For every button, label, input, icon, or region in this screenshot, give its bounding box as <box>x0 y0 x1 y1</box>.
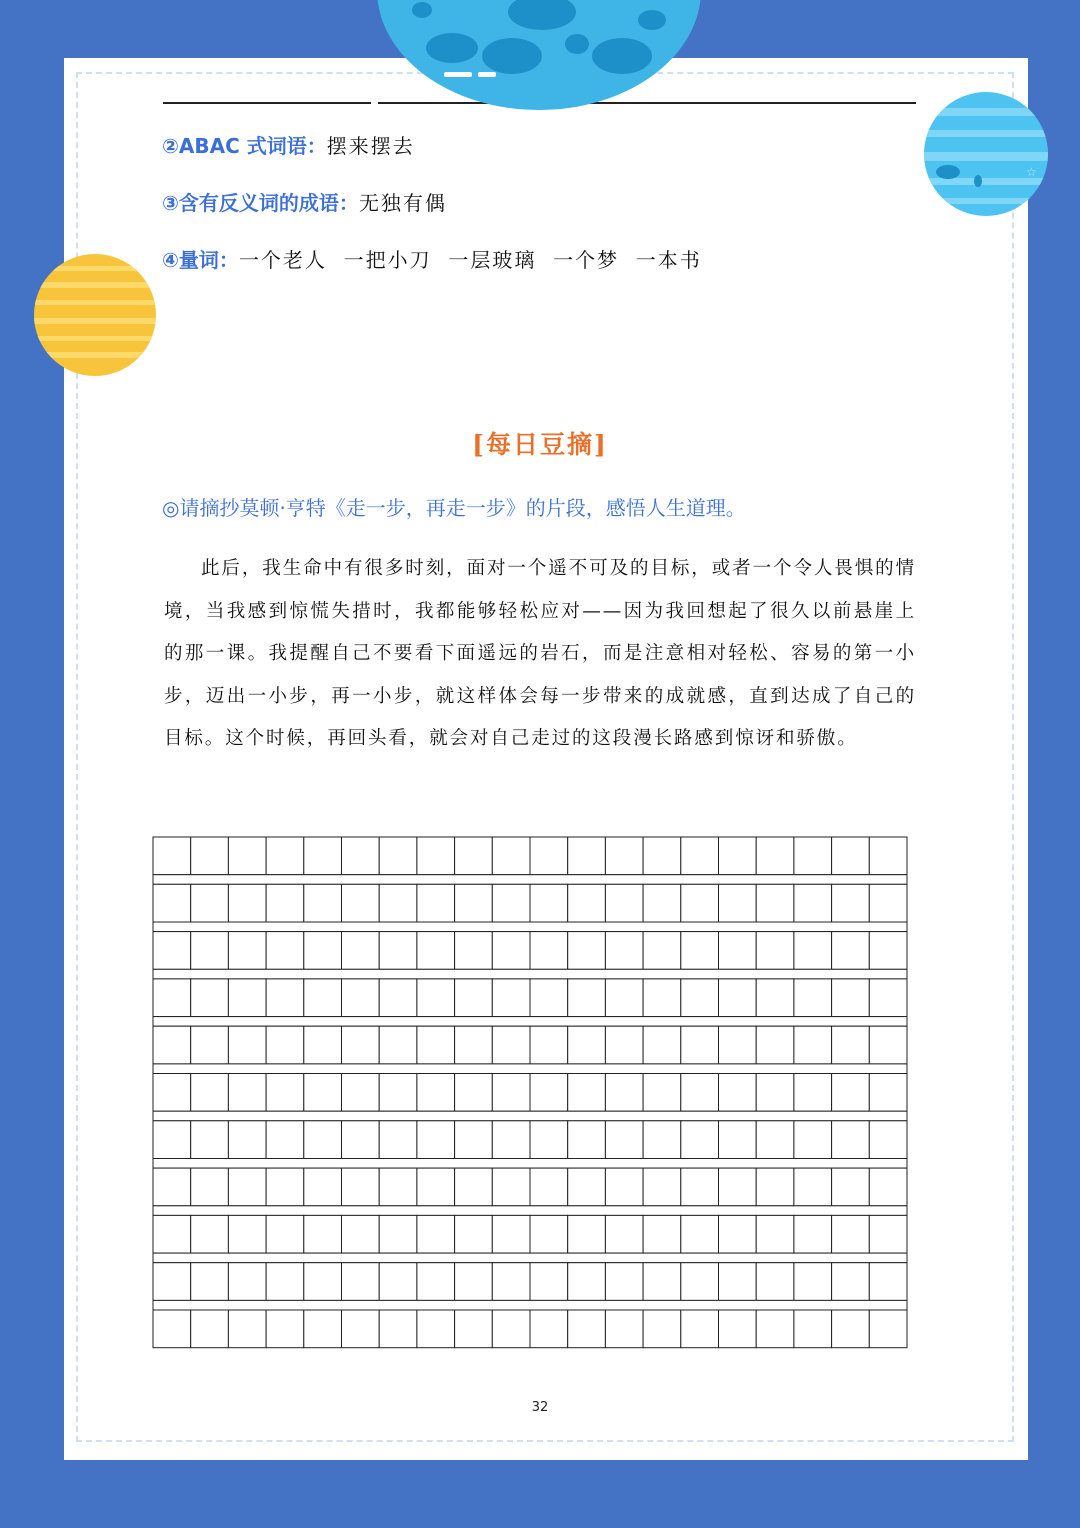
grid-cell[interactable] <box>228 884 266 922</box>
grid-cell[interactable] <box>417 932 455 970</box>
grid-cell[interactable] <box>266 1121 304 1159</box>
grid-cell[interactable] <box>719 884 757 922</box>
grid-cell[interactable] <box>832 1263 870 1301</box>
grid-cell[interactable] <box>153 1310 191 1348</box>
grid-cell[interactable] <box>455 837 493 875</box>
grid-cell[interactable] <box>605 979 643 1017</box>
grid-cell[interactable] <box>379 1026 417 1064</box>
grid-row-gap <box>153 922 907 932</box>
grid-cell[interactable] <box>492 1263 530 1301</box>
grid-cell[interactable] <box>530 1215 568 1253</box>
grid-cell[interactable] <box>228 932 266 970</box>
grid-cell[interactable] <box>153 932 191 970</box>
grid-cell[interactable] <box>266 979 304 1017</box>
grid-cell[interactable] <box>342 1074 380 1112</box>
grid-cell[interactable] <box>153 884 191 922</box>
grid-cell[interactable] <box>756 1215 794 1253</box>
grid-cell[interactable] <box>191 979 229 1017</box>
grid-cell[interactable] <box>643 1074 681 1112</box>
grid-cell[interactable] <box>869 1215 907 1253</box>
grid-cell[interactable] <box>417 1121 455 1159</box>
grid-cell[interactable] <box>568 1263 606 1301</box>
grid-cell[interactable] <box>719 1263 757 1301</box>
grid-cell[interactable] <box>832 1168 870 1206</box>
grid-cell[interactable] <box>681 1121 719 1159</box>
grid-cell[interactable] <box>530 979 568 1017</box>
grid-row-gap <box>153 1159 907 1169</box>
grid-cell[interactable] <box>719 1168 757 1206</box>
grid-cell[interactable] <box>605 1263 643 1301</box>
striped-yellow-planet-icon <box>32 252 158 378</box>
grid-cell[interactable] <box>492 1121 530 1159</box>
grid-cell[interactable] <box>191 837 229 875</box>
grid-cell[interactable] <box>228 1310 266 1348</box>
grid-cell[interactable] <box>379 979 417 1017</box>
grid-cell[interactable] <box>455 979 493 1017</box>
grid-cell[interactable] <box>869 979 907 1017</box>
entry-label: ④量词： <box>162 248 239 272</box>
grid-cell[interactable] <box>605 932 643 970</box>
grid-cell[interactable] <box>605 1026 643 1064</box>
grid-cell[interactable] <box>643 1121 681 1159</box>
grid-cell[interactable] <box>681 1310 719 1348</box>
grid-cell[interactable] <box>681 1215 719 1253</box>
grid-cell[interactable] <box>379 837 417 875</box>
grid-cell[interactable] <box>794 1074 832 1112</box>
grid-row-gap <box>153 1111 907 1121</box>
grid-cell[interactable] <box>455 932 493 970</box>
grid-cell[interactable] <box>530 1074 568 1112</box>
grid-cell[interactable] <box>530 1121 568 1159</box>
grid-cell[interactable] <box>417 979 455 1017</box>
grid-cell[interactable] <box>794 837 832 875</box>
grid-cell[interactable] <box>492 837 530 875</box>
grid-cell[interactable] <box>530 1310 568 1348</box>
grid-cell[interactable] <box>643 1215 681 1253</box>
entry-abac-words <box>162 130 415 159</box>
grid-cell[interactable] <box>719 1121 757 1159</box>
grid-row-gap <box>153 875 907 885</box>
grid-cell[interactable] <box>756 979 794 1017</box>
grid-cell[interactable] <box>266 1074 304 1112</box>
grid-cell[interactable] <box>568 837 606 875</box>
grid-cell[interactable] <box>681 932 719 970</box>
writing-grid[interactable] <box>152 836 908 1396</box>
grid-cell[interactable] <box>869 1310 907 1348</box>
grid-cell[interactable] <box>304 1026 342 1064</box>
grid-cell[interactable] <box>379 1074 417 1112</box>
grid-cell[interactable] <box>492 1310 530 1348</box>
grid-cell[interactable] <box>832 1026 870 1064</box>
grid-cell[interactable] <box>266 1263 304 1301</box>
grid-cell[interactable] <box>832 979 870 1017</box>
grid-cell[interactable] <box>869 1168 907 1206</box>
grid-cell[interactable] <box>568 1026 606 1064</box>
grid-cell[interactable] <box>568 1168 606 1206</box>
grid-cell[interactable] <box>643 1026 681 1064</box>
grid-cell[interactable] <box>266 884 304 922</box>
grid-cell[interactable] <box>492 1215 530 1253</box>
grid-cell[interactable] <box>568 1074 606 1112</box>
grid-cell[interactable] <box>794 1263 832 1301</box>
grid-cell[interactable] <box>492 1026 530 1064</box>
grid-cell[interactable] <box>832 932 870 970</box>
grid-cell[interactable] <box>342 932 380 970</box>
grid-cell[interactable] <box>681 979 719 1017</box>
grid-cell[interactable] <box>342 1215 380 1253</box>
grid-cell[interactable] <box>530 1168 568 1206</box>
grid-cell[interactable] <box>832 1215 870 1253</box>
grid-cell[interactable] <box>455 1310 493 1348</box>
grid-cell[interactable] <box>379 1310 417 1348</box>
grid-cell[interactable] <box>794 979 832 1017</box>
grid-cell[interactable] <box>191 1168 229 1206</box>
entry-antonym-idiom <box>162 187 447 216</box>
striped-blue-planet-icon <box>922 90 1050 218</box>
grid-cell[interactable] <box>530 884 568 922</box>
grid-cell[interactable] <box>719 837 757 875</box>
grid-row-gap <box>153 969 907 979</box>
grid-cell[interactable] <box>605 1168 643 1206</box>
grid-cell[interactable] <box>719 1074 757 1112</box>
grid-cell[interactable] <box>530 932 568 970</box>
grid-cell[interactable] <box>417 1215 455 1253</box>
grid-cell[interactable] <box>342 1310 380 1348</box>
grid-cell[interactable] <box>342 884 380 922</box>
grid-cell[interactable] <box>869 884 907 922</box>
grid-cell[interactable] <box>681 837 719 875</box>
grid-cell[interactable] <box>266 1168 304 1206</box>
grid-cell[interactable] <box>681 1263 719 1301</box>
grid-row-gap <box>153 1253 907 1263</box>
grid-cell[interactable] <box>794 1168 832 1206</box>
grid-cell[interactable] <box>756 884 794 922</box>
grid-cell[interactable] <box>342 979 380 1017</box>
grid-cell[interactable] <box>681 1074 719 1112</box>
grid-cell[interactable] <box>228 1026 266 1064</box>
grid-cell[interactable] <box>492 1074 530 1112</box>
page-number: 32 <box>531 1400 549 1415</box>
grid-cell[interactable] <box>605 1310 643 1348</box>
grid-cell[interactable] <box>568 1215 606 1253</box>
grid-cell[interactable] <box>153 979 191 1017</box>
grid-cell[interactable] <box>342 1168 380 1206</box>
grid-cell[interactable] <box>756 1074 794 1112</box>
grid-cell[interactable] <box>681 1026 719 1064</box>
grid-cell[interactable] <box>643 884 681 922</box>
grid-cell[interactable] <box>869 1263 907 1301</box>
grid-cell[interactable] <box>605 884 643 922</box>
grid-cell[interactable] <box>153 1074 191 1112</box>
grid-cell[interactable] <box>869 1026 907 1064</box>
grid-cell[interactable] <box>417 1074 455 1112</box>
grid-cell[interactable] <box>756 932 794 970</box>
grid-cell[interactable] <box>455 1215 493 1253</box>
grid-cell[interactable] <box>266 1026 304 1064</box>
svg-text:☆: ☆ <box>1026 165 1037 179</box>
grid-cell[interactable] <box>191 1310 229 1348</box>
grid-cell[interactable] <box>605 837 643 875</box>
grid-cell[interactable] <box>794 1121 832 1159</box>
grid-cell[interactable] <box>681 1168 719 1206</box>
grid-cell[interactable] <box>153 1026 191 1064</box>
grid-cell[interactable] <box>568 884 606 922</box>
grid-cell[interactable] <box>379 1263 417 1301</box>
grid-cell[interactable] <box>832 837 870 875</box>
grid-cell[interactable] <box>832 1074 870 1112</box>
grid-cell[interactable] <box>228 1074 266 1112</box>
grid-cell[interactable] <box>417 1168 455 1206</box>
grid-cell[interactable] <box>153 837 191 875</box>
grid-cell[interactable] <box>153 1121 191 1159</box>
grid-cell[interactable] <box>605 1074 643 1112</box>
section-title: [每日豆摘] <box>472 430 608 459</box>
grid-cell[interactable] <box>228 1215 266 1253</box>
grid-cell[interactable] <box>794 932 832 970</box>
grid-cell[interactable] <box>719 979 757 1017</box>
grid-cell[interactable] <box>379 1215 417 1253</box>
grid-cell[interactable] <box>568 1121 606 1159</box>
grid-cell[interactable] <box>266 837 304 875</box>
grid-cell[interactable] <box>756 1263 794 1301</box>
grid-cell[interactable] <box>153 1215 191 1253</box>
grid-cell[interactable] <box>304 837 342 875</box>
grid-cell[interactable] <box>455 884 493 922</box>
grid-cell[interactable] <box>794 884 832 922</box>
grid-cell[interactable] <box>379 932 417 970</box>
grid-cell[interactable] <box>492 884 530 922</box>
grid-cell[interactable] <box>719 1310 757 1348</box>
excerpt-passage: 此后，我生命中有很多时刻，面对一个遥不可及的目标，或者一个令人畏惧的情境，当我感到惊慌失措时，我都能够轻松应对——因为我回想起了很久以前悬崖上的那一课。我提醒自己不要看下面遥远的岩石，而是注意相对轻松、容易的第一小步，迈出一小步，再一小步，就这样体会每一步带来的成就感，直到达成了自己的目标。这个时候，再回头看，就会对自己走过的这段漫长路感到惊讶和骄傲。 <box>164 558 916 749</box>
instruction-text: ◎请摘抄莫顿·亨特《走一步，再走一步》的片段，感悟人生道理。 <box>162 496 746 520</box>
grid-cell[interactable] <box>304 1215 342 1253</box>
grid-cell[interactable] <box>228 979 266 1017</box>
grid-cell[interactable] <box>417 884 455 922</box>
grid-cell[interactable] <box>794 1310 832 1348</box>
grid-cell[interactable] <box>492 979 530 1017</box>
grid-cell[interactable] <box>304 1263 342 1301</box>
entry-measure-words <box>162 244 702 273</box>
grid-cell[interactable] <box>191 1263 229 1301</box>
grid-cell[interactable] <box>719 932 757 970</box>
grid-cell[interactable] <box>417 1263 455 1301</box>
grid-cell[interactable] <box>756 1310 794 1348</box>
grid-cell[interactable] <box>228 1121 266 1159</box>
grid-cell[interactable] <box>342 1026 380 1064</box>
entry-label: ②ABAC 式词语： <box>162 134 327 158</box>
grid-cell[interactable] <box>869 1074 907 1112</box>
grid-row-gap <box>153 1017 907 1027</box>
grid-cell[interactable] <box>832 1310 870 1348</box>
grid-cell[interactable] <box>455 1121 493 1159</box>
crater-planet-icon <box>372 0 706 112</box>
grid-cell[interactable] <box>191 932 229 970</box>
grid-cell[interactable] <box>417 1026 455 1064</box>
grid-cell[interactable] <box>304 884 342 922</box>
grid-cell[interactable] <box>756 1168 794 1206</box>
grid-cell[interactable] <box>304 979 342 1017</box>
grid-cell[interactable] <box>379 1168 417 1206</box>
blank-line-1 <box>163 102 371 104</box>
grid-cell[interactable] <box>643 1168 681 1206</box>
grid-cell[interactable] <box>643 1310 681 1348</box>
grid-cell[interactable] <box>417 1310 455 1348</box>
grid-cell[interactable] <box>719 1215 757 1253</box>
grid-cell[interactable] <box>869 932 907 970</box>
grid-cell[interactable] <box>756 1026 794 1064</box>
grid-cell[interactable] <box>643 932 681 970</box>
grid-cell[interactable] <box>530 1026 568 1064</box>
grid-cell[interactable] <box>794 1215 832 1253</box>
entry-value: 一个老人 一把小刀 一层玻璃 一个梦 一本书 <box>238 248 702 272</box>
grid-cell[interactable] <box>191 1121 229 1159</box>
entry-value: 摆来摆去 <box>326 134 415 158</box>
grid-row-gap <box>153 1300 907 1310</box>
grid-cell[interactable] <box>756 837 794 875</box>
grid-cell[interactable] <box>266 1215 304 1253</box>
grid-cell[interactable] <box>191 884 229 922</box>
grid-cell[interactable] <box>304 1310 342 1348</box>
grid-cell[interactable] <box>191 1215 229 1253</box>
grid-cell[interactable] <box>869 1121 907 1159</box>
grid-cell[interactable] <box>228 1263 266 1301</box>
grid-cell[interactable] <box>304 1121 342 1159</box>
grid-cell[interactable] <box>191 1074 229 1112</box>
grid-cell[interactable] <box>228 1168 266 1206</box>
grid-cell[interactable] <box>681 884 719 922</box>
grid-cell[interactable] <box>266 1310 304 1348</box>
grid-cell[interactable] <box>643 1263 681 1301</box>
grid-cell[interactable] <box>643 837 681 875</box>
grid-cell[interactable] <box>530 1263 568 1301</box>
grid-cell[interactable] <box>869 837 907 875</box>
grid-cell[interactable] <box>832 1121 870 1159</box>
grid-cell[interactable] <box>379 884 417 922</box>
grid-cell[interactable] <box>568 979 606 1017</box>
grid-cell[interactable] <box>643 979 681 1017</box>
grid-cell[interactable] <box>417 837 455 875</box>
grid-cell[interactable] <box>153 1263 191 1301</box>
grid-cell[interactable] <box>342 837 380 875</box>
entry-value: 无独有偶 <box>358 191 447 215</box>
grid-row-gap <box>153 1064 907 1074</box>
grid-cell[interactable] <box>266 932 304 970</box>
grid-cell[interactable] <box>304 932 342 970</box>
grid-cell[interactable] <box>719 1026 757 1064</box>
grid-cell[interactable] <box>342 1121 380 1159</box>
grid-cell[interactable] <box>568 1310 606 1348</box>
grid-cell[interactable] <box>153 1168 191 1206</box>
grid-cell[interactable] <box>455 1074 493 1112</box>
grid-cell[interactable] <box>379 1121 417 1159</box>
grid-cell[interactable] <box>756 1121 794 1159</box>
grid-cell[interactable] <box>455 1263 493 1301</box>
grid-cell[interactable] <box>492 932 530 970</box>
grid-cell[interactable] <box>568 932 606 970</box>
grid-cell[interactable] <box>455 1168 493 1206</box>
grid-cell[interactable] <box>455 1026 493 1064</box>
grid-cell[interactable] <box>191 1026 229 1064</box>
grid-cell[interactable] <box>832 884 870 922</box>
grid-cell[interactable] <box>492 1168 530 1206</box>
grid-cell[interactable] <box>605 1121 643 1159</box>
grid-cell[interactable] <box>304 1168 342 1206</box>
grid-cell[interactable] <box>228 837 266 875</box>
grid-row-gap <box>153 1206 907 1216</box>
grid-cell[interactable] <box>342 1263 380 1301</box>
grid-cell[interactable] <box>794 1026 832 1064</box>
grid-cell[interactable] <box>530 837 568 875</box>
entry-label: ③含有反义词的成语： <box>162 191 359 215</box>
grid-cell[interactable] <box>605 1215 643 1253</box>
grid-cell[interactable] <box>304 1074 342 1112</box>
